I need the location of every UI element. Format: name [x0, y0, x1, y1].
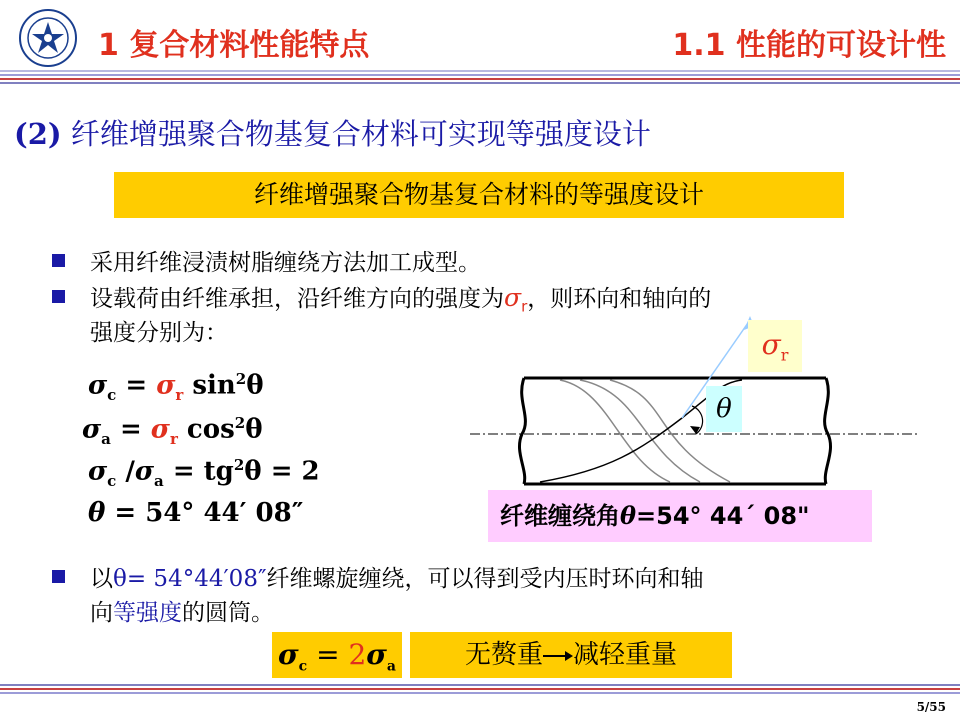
result-summary: 无赘重 减轻重量: [410, 632, 732, 678]
slide-heading: (2) 纤维增强聚合物基复合材料可实现等强度设计: [14, 117, 651, 151]
bullet-marker: [52, 254, 65, 267]
bullet-text-3: 以θ= 54°44′08″纤维螺旋缠绕，可以得到受内压时环向和轴: [90, 566, 704, 592]
winding-angle-caption: 纤维缠绕角θ=54° 44´ 08": [488, 490, 872, 542]
page-number: 5/55: [916, 700, 946, 714]
header-divider: [0, 70, 960, 86]
chapter-title: 1 复合材料性能特点: [98, 28, 370, 63]
section-title: 1.1 性能的可设计性: [672, 28, 946, 63]
bullet-text-2-line2: 强度分别为：: [90, 320, 228, 346]
footer-divider: [0, 684, 960, 698]
formula-hoop-stress: $\sigma_c = \sigma_r$ $\sin^2\theta$: [88, 370, 264, 404]
filament-wound-cylinder-diagram: [460, 300, 930, 500]
formula-axial-stress: $\sigma_a = \sigma_r$ $\cos^2\theta$: [82, 414, 263, 448]
bullet-text-2: 设载荷由纤维承担，沿纤维方向的强度为$\sigma_r$，则环向和轴向的: [90, 283, 712, 316]
sigma-r-label: $\sigma_r$: [748, 320, 802, 372]
bullet-text-3-line2: 向等强度的圆筒。: [90, 600, 274, 626]
bullet-text-1: 采用纤维浸渍树脂缠绕方法加工成型。: [90, 250, 481, 276]
topic-banner: 纤维增强聚合物基复合材料的等强度设计: [114, 172, 844, 218]
theta-label: θ: [706, 386, 742, 432]
bullet-marker: [52, 570, 65, 583]
bullet-marker: [52, 290, 65, 303]
university-seal-icon: [18, 8, 78, 68]
formula-winding-angle: θ = 54° 44′ 08″: [88, 498, 304, 528]
right-arrow-icon: [543, 648, 573, 664]
formula-stress-ratio: $\sigma_c$ $/\sigma_a = tg^2\theta = 2$: [88, 456, 320, 490]
equal-strength-equation: $\sigma_c = 2\sigma_a$: [272, 632, 402, 678]
